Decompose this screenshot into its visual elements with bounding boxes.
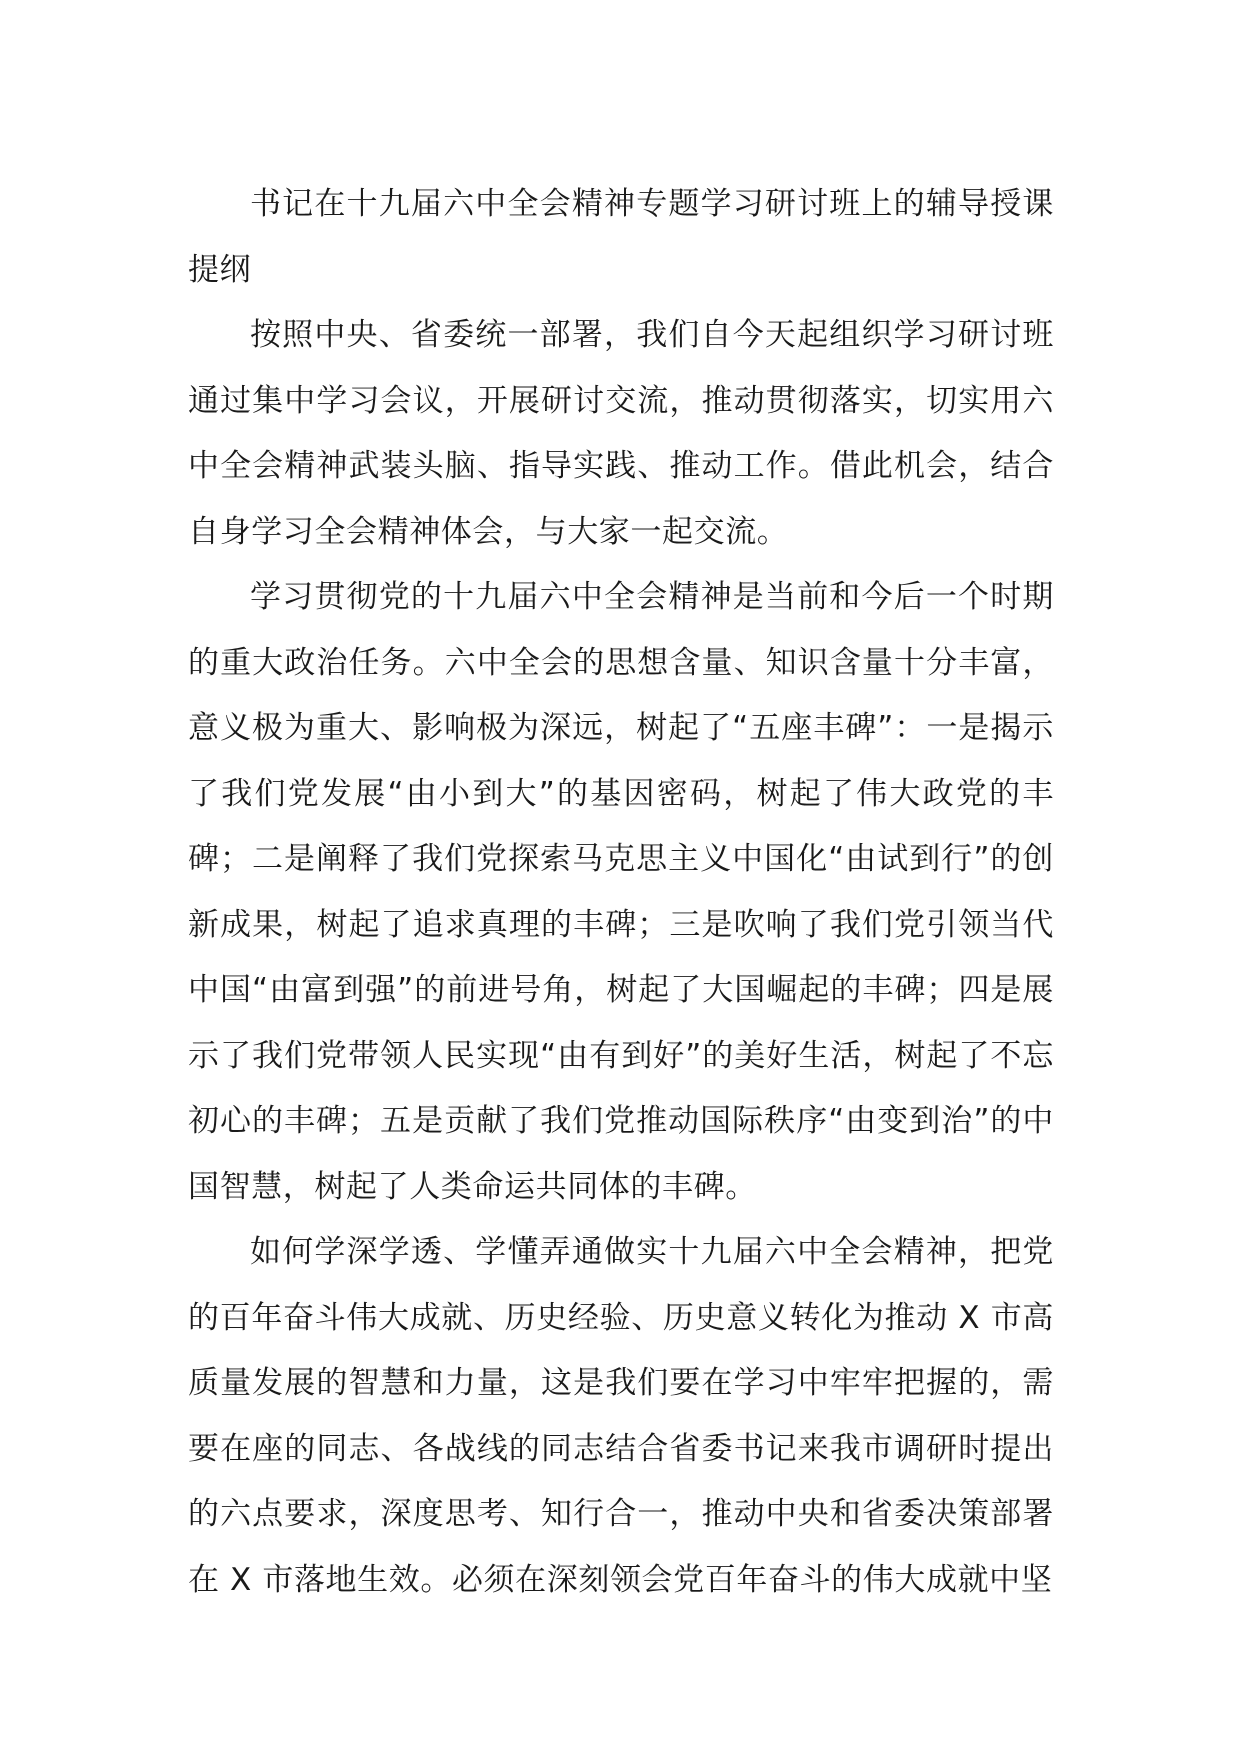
document-title: 书记在十九届六中全会精神专题学习研讨班上的辅导授课提纲 <box>188 186 1054 288</box>
paragraph-five-monuments: 学习贯彻党的十九届六中全会精神是当前和今后一个时期的重大政治任务。六中全会的思想含量、知识含量十分丰富，意义极为重大、影响极为深远，树起了“五座丰碑”：一是揭示了我们党发展“由小到大”的基因密码，树起了伟大政党的丰碑；二是阐释了我们党探索马克思主义中国化“由试到行”的创新成果，树起了追求真理的丰碑；三是吹响了我们党引领当代中国“由富到强”的前进号角，树起了大国崛起的丰碑；四是展示了我们党带领人民实现“由有到好”的美好生活，树起了不忘初心的丰碑；五是贡献了我们党推动国际秩序“由变到治”的中国智慧，树起了人类命运共同体的丰碑。 <box>188 579 1054 1205</box>
paragraph-intro: 按照中央、省委统一部署，我们自今天起组织学习研讨班通过集中学习会议，开展研讨交流，推动贯彻落实，切实用六中全会精神武装头脑、指导实践、推动工作。借此机会，结合自身学习全会精神体会，与大家一起交流。 <box>188 317 1054 550</box>
document-body <box>188 172 1054 1613</box>
paragraph-how-to-study: 如何学深学透、学懂弄通做实十九届六中全会精神，把党的百年奋斗伟大成就、历史经验、历史意义转化为推动 X 市高质量发展的智慧和力量，这是我们要在学习中牢牢把握的，需要在座的同志、各战线的同志结合省委书记来我市调研时提出的六点要求，深度思考、知行合一，推动中央和省委决策部署在 X 市落地生效。必须在深刻领会党百年奋斗的伟大成就中坚 <box>188 1234 1054 1598</box>
